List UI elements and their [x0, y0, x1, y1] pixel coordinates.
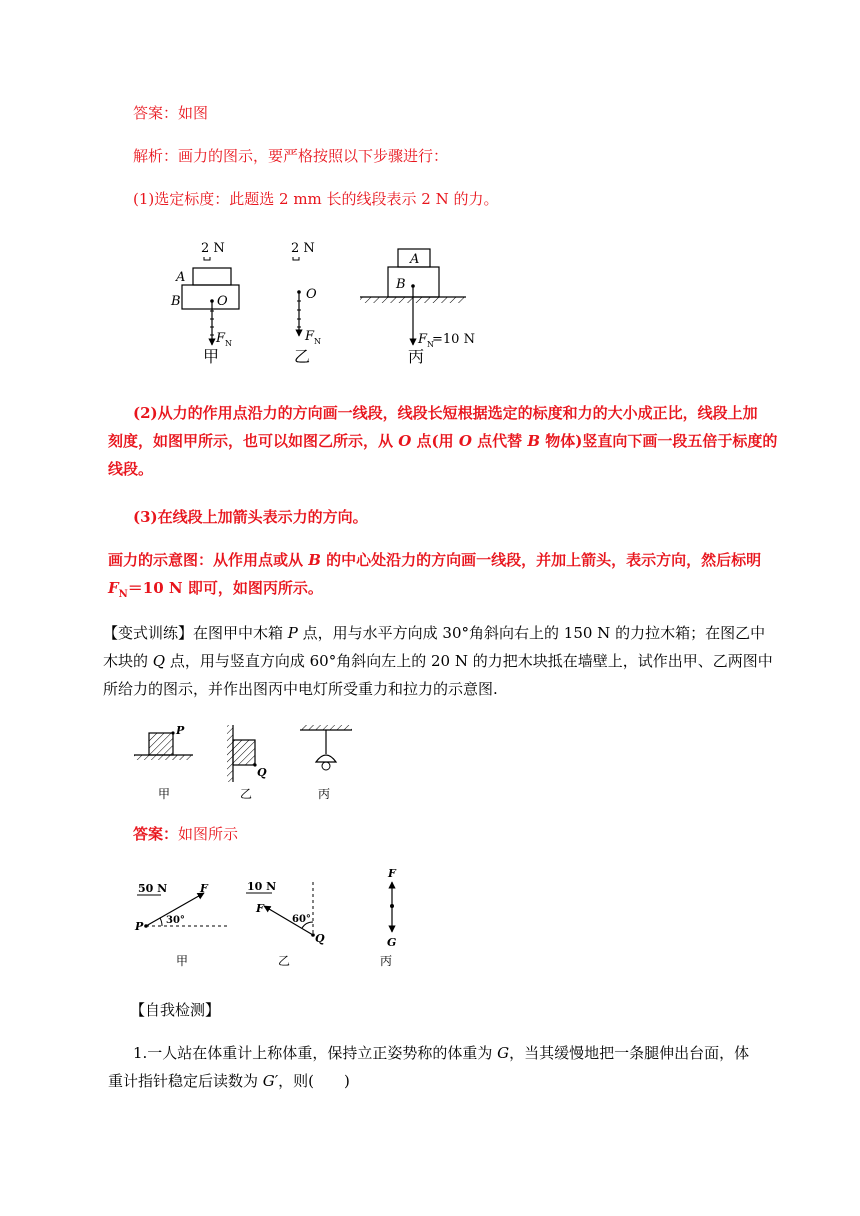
- variant-line3: 所给力的图示，并作出图丙中电灯所受重力和拉力的示意图.: [103, 680, 498, 698]
- variant-paragraph: [103, 619, 773, 703]
- caption2-yi: 乙: [240, 787, 253, 801]
- step2-b: B: [527, 432, 541, 450]
- figure-solution-diagrams: [0, 862, 860, 972]
- caption-jia: 甲: [203, 347, 220, 366]
- step2-line1: (2)从力的作用点沿力的方向画一线段，线段长短根据选定的标度和力的大小成正比，线段上加: [133, 404, 758, 422]
- scale-a: 50 N: [138, 882, 168, 895]
- q1-text-c: 重计指针稳定后读数为: [108, 1072, 263, 1090]
- variant-line2: [103, 647, 773, 675]
- label-o: O: [217, 294, 228, 309]
- label-eq-c: =10 N: [432, 332, 475, 347]
- label-a-c: A: [410, 252, 420, 267]
- scale-b: 10 N: [247, 880, 277, 893]
- q1-g: G: [497, 1044, 510, 1062]
- selftest-heading: 【自我检测】: [130, 1001, 221, 1019]
- figure-problem-diagrams: [0, 720, 860, 810]
- label-f-c: F: [418, 332, 428, 347]
- ceiling-hatch: [300, 725, 352, 730]
- point-lamp: [390, 904, 394, 908]
- label-q: Q: [257, 766, 267, 779]
- step1-line: (1)选定标度：此题选 2 mm 长的线段表示 2 N 的力。: [133, 190, 499, 208]
- variant-text-d: 点，用与竖直方向成 60°角斜向左上的 20 N 的力把木块抵在墙壁上，试作出甲、乙两图中: [165, 652, 773, 670]
- question1-line1: [108, 1039, 778, 1067]
- caption3-jia: 甲: [176, 954, 189, 968]
- point-p: [171, 731, 174, 734]
- q1-text-a: 1.一人站在体重计上称体重，保持立正姿势称的体重为: [133, 1044, 498, 1062]
- answer2-text: 如图所示: [178, 825, 239, 843]
- caption-bing: 丙: [408, 347, 425, 366]
- wall-hatch: [227, 725, 233, 782]
- question1-line2: [108, 1067, 778, 1095]
- floor-hatch: [134, 755, 193, 760]
- q1-gp: G′: [262, 1072, 279, 1090]
- label-f-b3: F: [256, 902, 264, 915]
- label-f-b: F: [305, 329, 315, 344]
- label-g-c3: G: [387, 936, 397, 949]
- question1: [108, 1039, 778, 1095]
- step2-text-b: 点(用: [411, 432, 459, 450]
- label-f: F: [216, 331, 226, 346]
- step2-o2: O: [458, 432, 472, 450]
- label-q3: Q: [315, 932, 325, 945]
- label-p3: P: [135, 920, 144, 933]
- lamp-shade: [316, 755, 336, 762]
- step2-text-d: 物体)竖直向下画一段五倍于标度的: [540, 432, 778, 450]
- label-a: A: [176, 270, 186, 285]
- label-f-a: F: [200, 882, 208, 895]
- step2-line2: [108, 427, 778, 455]
- schematic-paragraph: [108, 546, 768, 609]
- answer2-label: 答案：: [133, 825, 179, 843]
- angle-arc-a: [160, 918, 162, 926]
- variant-q: Q: [152, 652, 166, 670]
- wood-block: [233, 740, 255, 765]
- answer-line: 答案：如图: [133, 104, 209, 122]
- schematic-text-a: 画力的示意图：从作用点或从: [108, 551, 309, 569]
- step2-line3: 线段。: [108, 460, 154, 478]
- step3-line: (3)在线段上加箭头表示力的方向。: [133, 508, 368, 526]
- variant-text-c: 木块的: [103, 652, 153, 670]
- step2-text-c: 点代替: [471, 432, 528, 450]
- label-p: P: [176, 724, 185, 737]
- q1-text-d: ，则( ): [278, 1072, 350, 1090]
- scale-bracket: [204, 257, 210, 260]
- label-f-c3: F: [388, 867, 396, 880]
- label-f-sub: N: [225, 339, 232, 348]
- variant-text-b: 点，用与水平方向成 30°角斜向右上的 150 N 的力拉木箱；在图乙中: [297, 624, 766, 642]
- step2-text-a: 刻度，如图甲所示，也可以如图乙所示，从: [108, 432, 399, 450]
- variant-head: 【变式训练】: [103, 624, 194, 642]
- label-angle-b: 60°: [292, 914, 311, 925]
- variant-line1: [103, 619, 773, 647]
- step2-o1: O: [398, 432, 412, 450]
- caption2-bing: 丙: [318, 787, 331, 801]
- caption2-jia: 甲: [158, 787, 171, 801]
- label-b: B: [171, 294, 181, 309]
- figure-force-diagrams: [0, 235, 860, 395]
- caption-yi: 乙: [294, 347, 311, 366]
- schematic-text-c: ＝10 N 即可，如图丙所示。: [127, 579, 323, 597]
- caption3-bing: 丙: [380, 954, 393, 968]
- point-p3: [144, 924, 148, 928]
- schematic-b: B: [308, 551, 321, 569]
- schematic-text-b: 的中心处沿力的方向画一线段，并加上箭头，表示方向，然后标明: [320, 551, 762, 569]
- analysis-line: 解析：画力的图示，要严格按照以下步骤进行：: [133, 147, 449, 165]
- variant-p: P: [287, 624, 298, 642]
- label-o-b: O: [306, 287, 317, 302]
- variant-text-a: 在图甲中木箱: [193, 624, 288, 642]
- schematic-n: N: [118, 589, 128, 600]
- scale-label: 2 N: [201, 241, 225, 256]
- scale-label-b: 2 N: [291, 241, 315, 256]
- schematic-f: F: [108, 579, 119, 597]
- label-angle-a: 30°: [166, 915, 185, 926]
- step2-paragraph: [108, 399, 778, 483]
- block-b: [182, 285, 239, 309]
- scale-bracket-b: [293, 257, 299, 260]
- label-b-c: B: [396, 277, 406, 292]
- schematic-line2: [108, 574, 768, 609]
- crate: [149, 733, 173, 755]
- label-f-sub-c: N: [427, 340, 434, 349]
- label-f-sub-b: N: [314, 337, 321, 346]
- block-a: [193, 268, 231, 285]
- lamp-bulb: [322, 762, 330, 770]
- q1-text-b: ，当其缓慢地把一条腿伸出台面，体: [509, 1044, 750, 1062]
- caption3-yi: 乙: [278, 954, 291, 968]
- answer2-line: [133, 824, 238, 844]
- schematic-line1: [108, 546, 768, 574]
